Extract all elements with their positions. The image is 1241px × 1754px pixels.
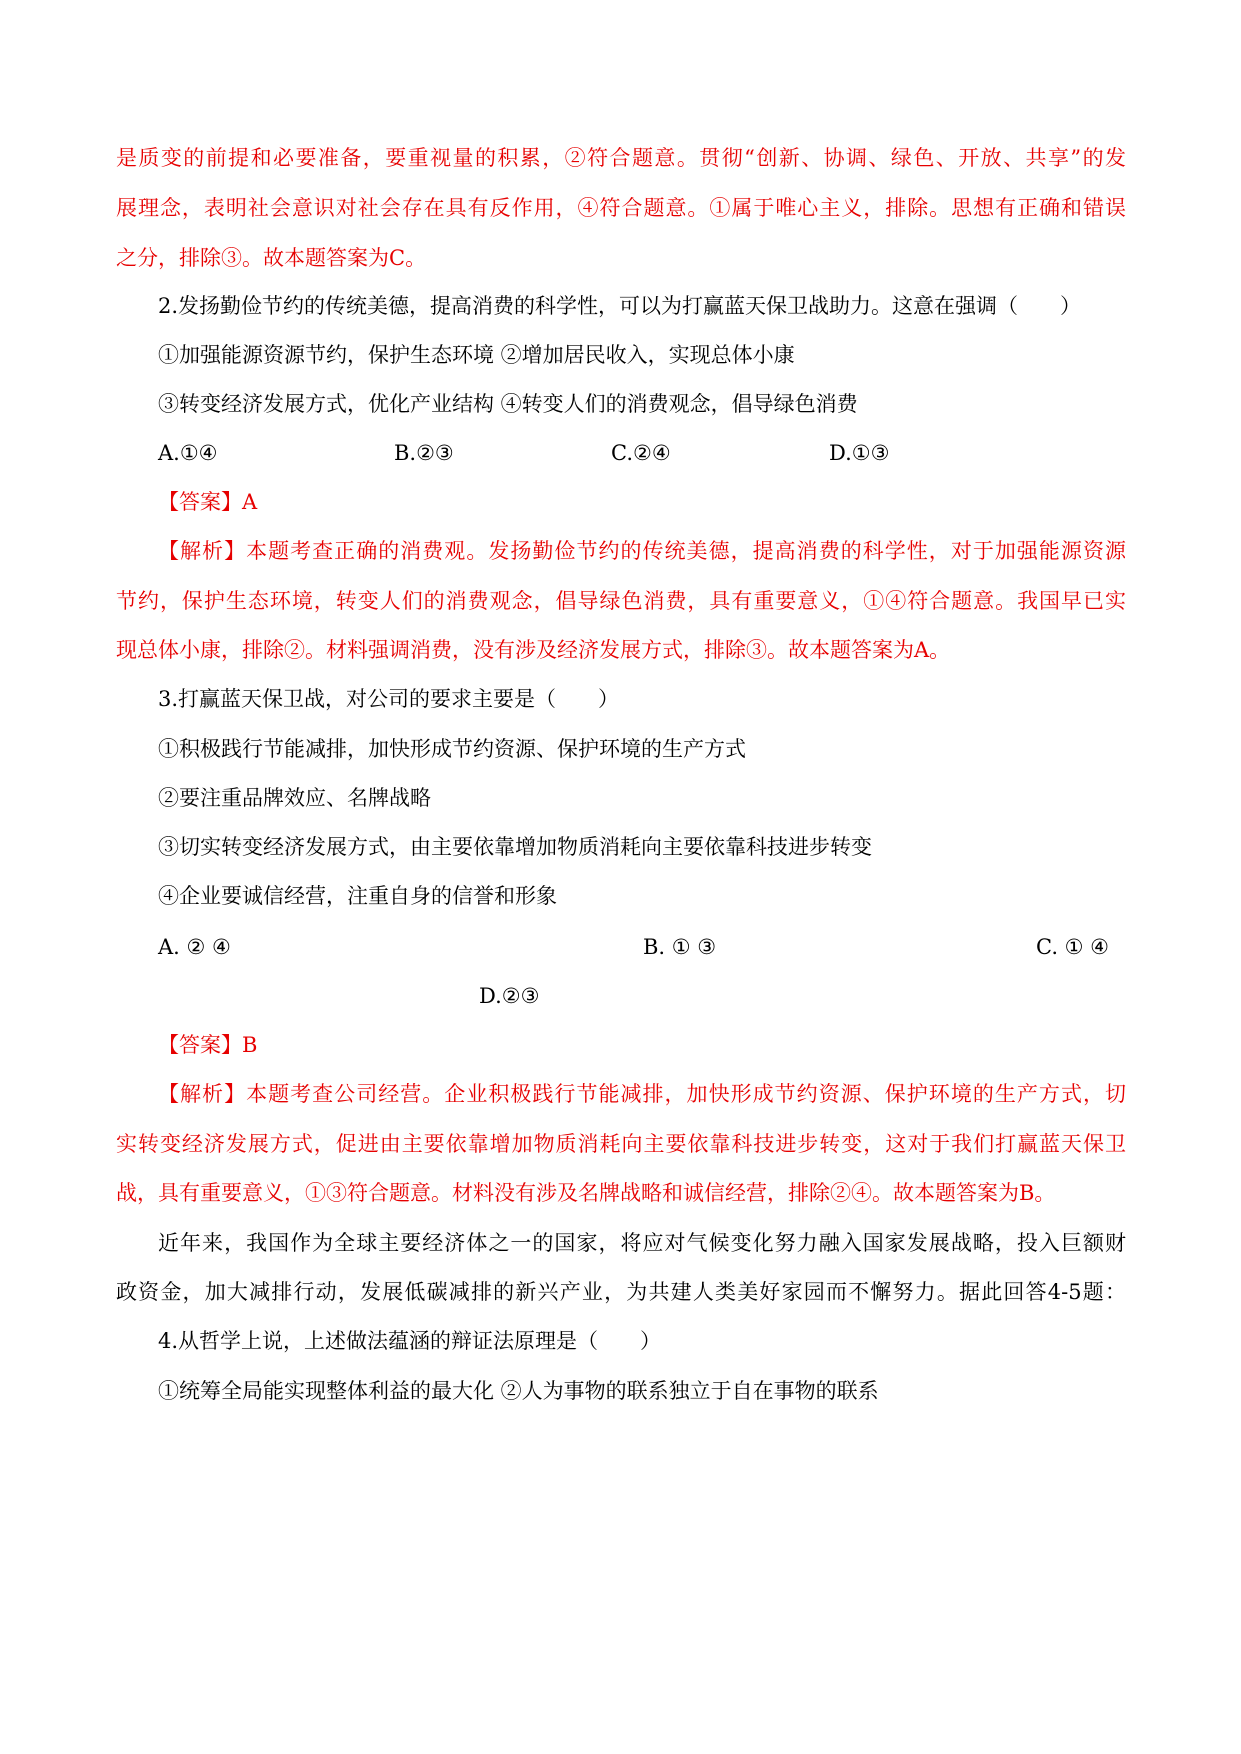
q3-explanation-line-3: 战，具有重要意义，①③符合题意。材料没有涉及名牌战略和诚信经营，排除②④。故本题答案为B。 xyxy=(116,1181,1056,1205)
prev-explanation-line-1: 是质变的前提和必要准备，要重视量的积累，②符合题意。贯彻“创新、协调、绿色、开放、共享”的发 xyxy=(116,146,1126,170)
q3-option-d: D.②③ xyxy=(479,984,540,1008)
prev-explanation-line-3: 之分，排除③。故本题答案为C。 xyxy=(116,246,427,270)
q2-explanation-line-3: 现总体小康，排除②。材料强调消费，没有涉及经济发展方式，排除③。故本题答案为A。 xyxy=(116,638,951,662)
q3-explanation-line-1: 【解析】本题考查公司经营。企业积极践行节能减排，加快形成节约资源、保护环境的生产方式，切 xyxy=(158,1082,1126,1106)
q3-stem: 3.打赢蓝天保卫战，对公司的要求主要是（ ） xyxy=(158,687,620,711)
material-line-1: 近年来，我国作为全球主要经济体之一的国家，将应对气候变化努力融入国家发展战略，投入巨额财 xyxy=(158,1231,1126,1255)
q2-option-d: D.①③ xyxy=(829,441,890,465)
q2-option-c: C.②④ xyxy=(611,441,671,465)
q3-option-a: A. ② ④ xyxy=(158,935,231,959)
q2-explanation-line-1: 【解析】本题考查正确的消费观。发扬勤俭节约的传统美德，提高消费的科学性，对于加强能源资源 xyxy=(158,539,1126,563)
q3-item-1: ①积极践行节能减排，加快形成节约资源、保护环境的生产方式 xyxy=(158,737,746,761)
q3-option-b: B. ① ③ xyxy=(643,935,717,959)
q2-items-line-2: ③转变经济发展方式，优化产业结构 ④转变人们的消费观念，倡导绿色消费 xyxy=(158,392,858,416)
q3-item-4: ④企业要诚信经营，注重自身的信誉和形象 xyxy=(158,884,557,908)
q3-item-3: ③切实转变经济发展方式，由主要依靠增加物质消耗向主要依靠科技进步转变 xyxy=(158,835,872,859)
q4-items-line-1: ①统筹全局能实现整体利益的最大化 ②人为事物的联系独立于自在事物的联系 xyxy=(158,1379,879,1403)
q2-option-b: B.②③ xyxy=(394,441,454,465)
q2-answer: 【答案】A xyxy=(158,490,258,514)
prev-explanation-line-2: 展理念，表明社会意识对社会存在具有反作用，④符合题意。①属于唯心主义，排除。思想有正确和错误 xyxy=(116,196,1126,220)
q3-option-c: C. ① ④ xyxy=(1036,935,1109,959)
q2-items-line-1: ①加强能源资源节约，保护生态环境 ②增加居民收入，实现总体小康 xyxy=(158,343,795,367)
q3-explanation-line-2: 实转变经济发展方式，促进由主要依靠增加物质消耗向主要依靠科技进步转变，这对于我们打赢蓝天保卫 xyxy=(116,1132,1126,1156)
q3-item-2: ②要注重品牌效应、名牌战略 xyxy=(158,786,431,810)
q2-explanation-line-2: 节约，保护生态环境，转变人们的消费观念，倡导绿色消费，具有重要意义，①④符合题意。我国早已实 xyxy=(116,589,1126,613)
q3-answer: 【答案】B xyxy=(158,1033,258,1057)
material-line-2: 政资金，加大减排行动，发展低碳减排的新兴产业，为共建人类美好家园而不懈努力。据此回答4-5题： xyxy=(116,1280,1126,1304)
q2-stem: 2.发扬勤俭节约的传统美德，提高消费的科学性，可以为打赢蓝天保卫战助力。这意在强调（ ） xyxy=(158,294,1082,318)
q2-option-a: A.①④ xyxy=(158,441,218,465)
q4-stem: 4.从哲学上说，上述做法蕴涵的辩证法原理是（ ） xyxy=(158,1329,662,1353)
